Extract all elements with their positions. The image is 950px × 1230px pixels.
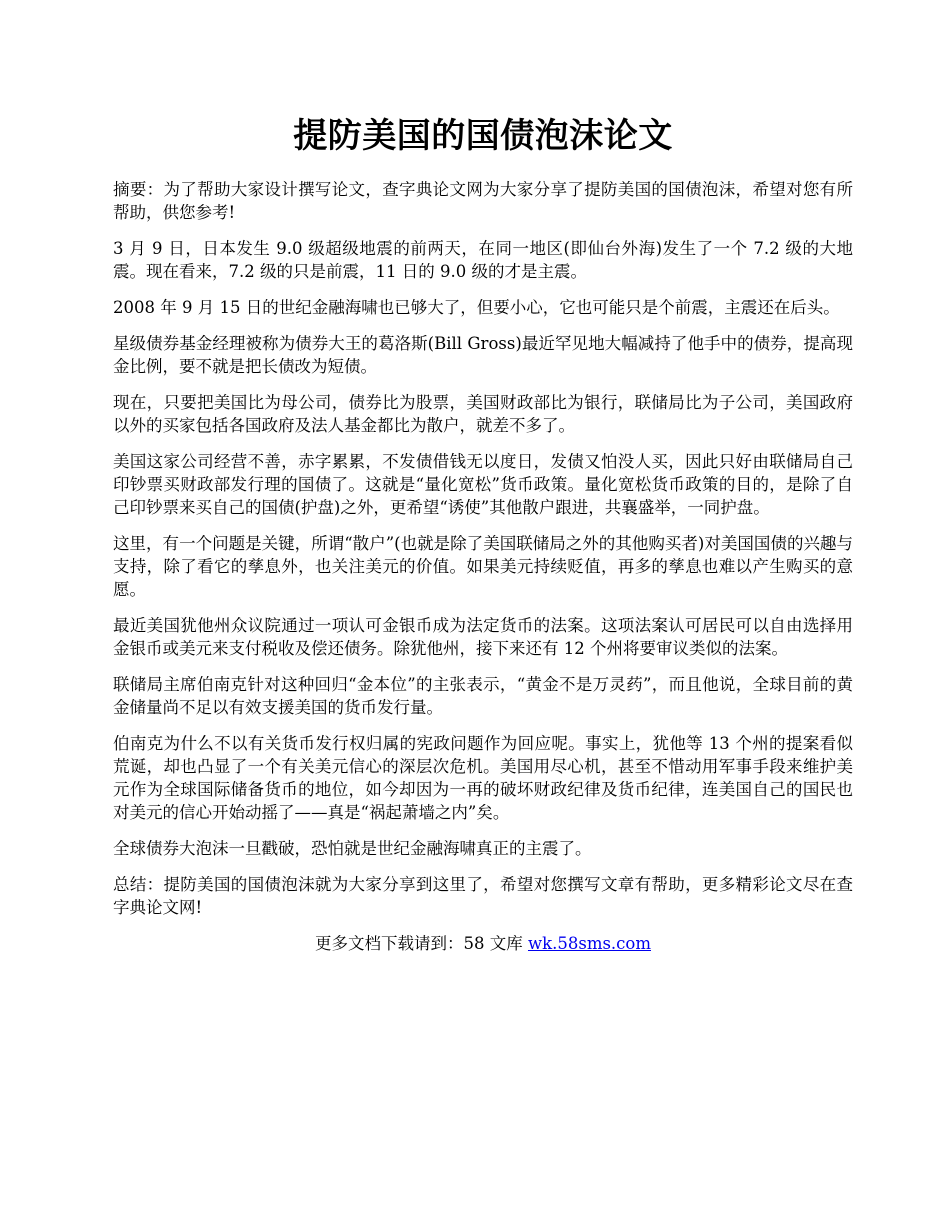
paragraph: 全球债券大泡沫一旦戳破，恐怕就是世纪金融海啸真正的主震了。 [113,839,592,858]
paragraph: 星级债券基金经理被称为债券大王的葛洛斯(Bill Gross)最近罕见地大幅减持了他手中的债券，提高现金比例，要不就是把长债改为短债。 [113,334,853,376]
paragraph: 3 月 9 日，日本发生 9.0 级超级地震的前两天，在同一地区(即仙台外海)发生了一个 7.2 级的大地震。现在看来，7.2 级的只是前震，11 日的 9.0 级的才是主震。 [113,239,853,281]
paragraph: 伯南克为什么不以有关货币发行权归属的宪政问题作为回应呢。事实上，犹他等 13 个州的提案看似荒诞，却也凸显了一个有关美元信心的深层次危机。美国用尽心机，甚至不惜动用军事手段来维护美元作为全球国际储备货币的地位，如今却因为一再的破坏财政纪律及货币纪律，连美国自己的国民也对美元的信心开始动摇了——真是“祸起萧墙之内”矣。 [113,734,853,822]
paragraph: 2008 年 9 月 15 日的世纪金融海啸也已够大了，但要小心，它也可能只是个前震，主震还在后头。 [113,298,840,317]
download-footer [113,932,853,955]
paragraph: 最近美国犹他州众议院通过一项认可金银币成为法定货币的法案。这项法案认可居民可以自由选择用金银币或美元来支付税收及偿还债务。除犹他州，接下来还有 12 个州将要审议类似的法案。 [113,616,853,658]
footer-text: 更多文档下载请到：58 文库 [314,934,528,953]
document-page [113,108,853,955]
document-title: 提防美国的国债泡沫论文 [293,116,673,156]
paragraph-summary: 总结：提防美国的国债泡沫就为大家分享到这里了，希望对您撰写文章有帮助，更多精彩论文尽在查字典论文网! [113,875,853,917]
paragraph-abstract: 摘要：为了帮助大家设计撰写论文，查字典论文网为大家分享了提防美国的国债泡沫，希望对您有所帮助，供您参考! [113,180,853,222]
footer-link[interactable]: wk.58sms.com [527,934,651,953]
paragraph: 这里，有一个问题是关键，所谓“散户”(也就是除了美国联储局之外的其他购买者)对美国国债的兴趣与支持，除了看它的孳息外，也关注美元的价值。如果美元持续贬值，再多的孳息也难以产生购买的意愿。 [113,534,853,599]
paragraph: 美国这家公司经营不善，赤字累累，不发债借钱无以度日，发债又怕没人买，因此只好由联储局自己印钞票买财政部发行理的国债了。这就是“量化宽松”货币政策。量化宽松货币政策的目的，是除了自己印钞票来买自己的国债(护盘)之外，更希望“诱使”其他散户跟进，共襄盛举，一同护盘。 [113,452,853,517]
paragraph: 联储局主席伯南克针对这种回归“金本位”的主张表示，“黄金不是万灵药”，而且他说，全球目前的黄金储量尚不足以有效支援美国的货币发行量。 [113,675,853,717]
paragraph: 现在，只要把美国比为母公司，债券比为股票，美国财政部比为银行，联储局比为子公司，美国政府以外的买家包括各国政府及法人基金都比为散户，就差不多了。 [113,393,853,435]
